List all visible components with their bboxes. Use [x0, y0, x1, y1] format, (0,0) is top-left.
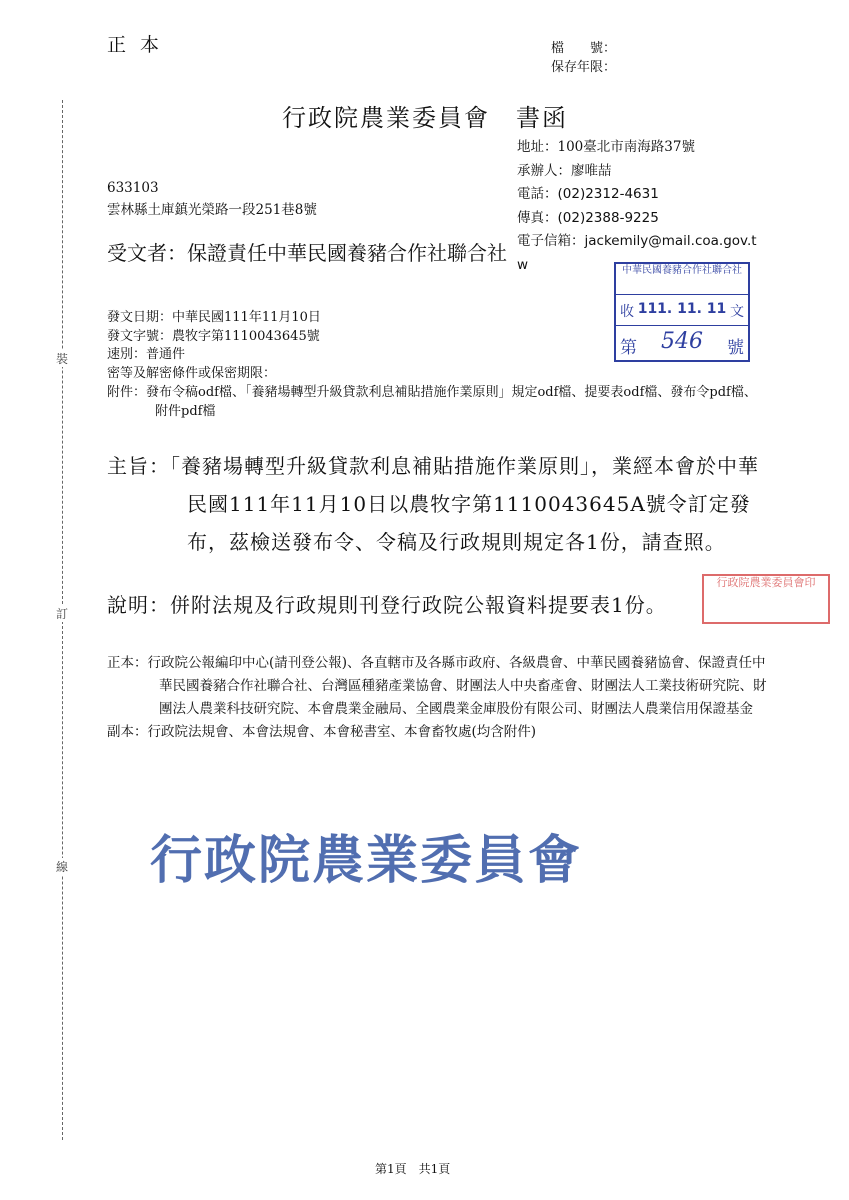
issue-date: 中華民國111年11月10日 [172, 310, 321, 325]
secrecy-label: 密等及解密條件或保密期限： [107, 366, 277, 382]
subject-label: 主旨： [107, 454, 170, 478]
phone-label: 電話： [517, 186, 558, 202]
subject-text: 「養豬場轉型升級貸款利息補貼措施作業原則」，業經本會於中華民國111年11月10日以農牧字第1110043645A號令訂定發布，茲檢送發布令、令稿及行政規則規定各1份，請查照。 [170, 454, 759, 554]
distribution [107, 652, 767, 744]
main-recipients: 行政院公報編印中心(請刊登公報)、各直轄市及各縣市政府、各級農會、中華民國養豬協會、保證責任中華民國養豬合作社聯合社、台灣區種豬產業協會、財團法人中央畜產會、財團法人工業技術研究院、財團法人農業科技研究院、本會農業金融局、全國農業金庫股份有限公司、財團法人農業信用保證基金 [147, 655, 767, 717]
agency-seal: 行政院農業委員會 [150, 831, 583, 891]
description-text: 併附法規及行政規則刊登行政院公報資料提要表1份。 [170, 593, 667, 617]
page-footer: 第1頁 共1頁 [375, 1162, 451, 1176]
fax: (02)2388-9225 [557, 209, 659, 226]
receipt-stamp-header: 中華民國養豬合作社聯合社 [616, 264, 748, 295]
description [107, 589, 667, 618]
file-number-block [551, 39, 616, 77]
red-official-seal: 行政院農業委員會印 [702, 574, 830, 624]
cc-recipients: 行政院法規會、本會法規會、本會秘書室、本會畜牧處(均含附件) [147, 724, 537, 740]
receipt-stamp-di: 第 [620, 338, 637, 358]
email-label: 電子信箱： [517, 233, 585, 249]
recipient-label: 受文者： [107, 241, 187, 265]
recipient [107, 239, 607, 268]
fax-label: 傳真： [517, 209, 558, 226]
document-number: 農牧字第1110043645號 [172, 328, 320, 344]
handler-label: 承辦人： [517, 162, 571, 179]
date-label: 發文日期： [107, 310, 173, 325]
receipt-stamp-number: 546 [661, 329, 703, 354]
email: jackemily@mail.coa.gov.tw [517, 233, 757, 273]
attachments: 發布令稿odf檔、「養豬場轉型升級貸款利息補貼措施作業原則」規定odf檔、提要表odf檔、發布令pdf檔、附件pdf檔 [146, 384, 757, 419]
receipt-stamp-hao: 號 [727, 338, 744, 358]
phone: (02)2312-4631 [557, 186, 659, 202]
receipt-stamp-recv: 收 [620, 304, 634, 320]
docno-label: 發文字號： [107, 328, 173, 344]
address-label: 地址： [517, 139, 558, 155]
description-label: 說明： [107, 593, 170, 617]
binding-mark-ding: 訂 [56, 607, 69, 621]
retention-period: 保存年限： [551, 60, 617, 75]
postal-address: 雲林縣土庫鎮光榮路一段251巷8號 [107, 202, 317, 218]
receipt-stamp [614, 262, 750, 362]
cc-label: 副本： [107, 724, 148, 740]
recipient-name: 保證責任中華民國養豬合作社聯合社 [187, 241, 507, 265]
handler: 廖唯喆 [571, 162, 612, 179]
receipt-stamp-date: 111. 11. 11 [637, 301, 727, 317]
document-title: 行政院農業委員會 書函 [282, 104, 568, 132]
receipt-stamp-wen: 文 [730, 304, 744, 320]
attachment-label: 附件： [107, 384, 147, 400]
archive-number: 檔 號： [551, 41, 617, 56]
main-recipients-label: 正本： [107, 655, 148, 671]
copy-label: 正本 [107, 34, 174, 56]
binding-mark-xian: 線 [56, 860, 69, 874]
speed-label: 速別： [107, 347, 147, 363]
postal-block [107, 177, 317, 221]
postal-code: 633103 [107, 180, 159, 196]
speed: 普通件 [146, 347, 186, 363]
subject [107, 447, 767, 561]
binding-mark-zhuang: 裝 [56, 352, 69, 366]
address: 100臺北市南海路37號 [557, 139, 695, 155]
